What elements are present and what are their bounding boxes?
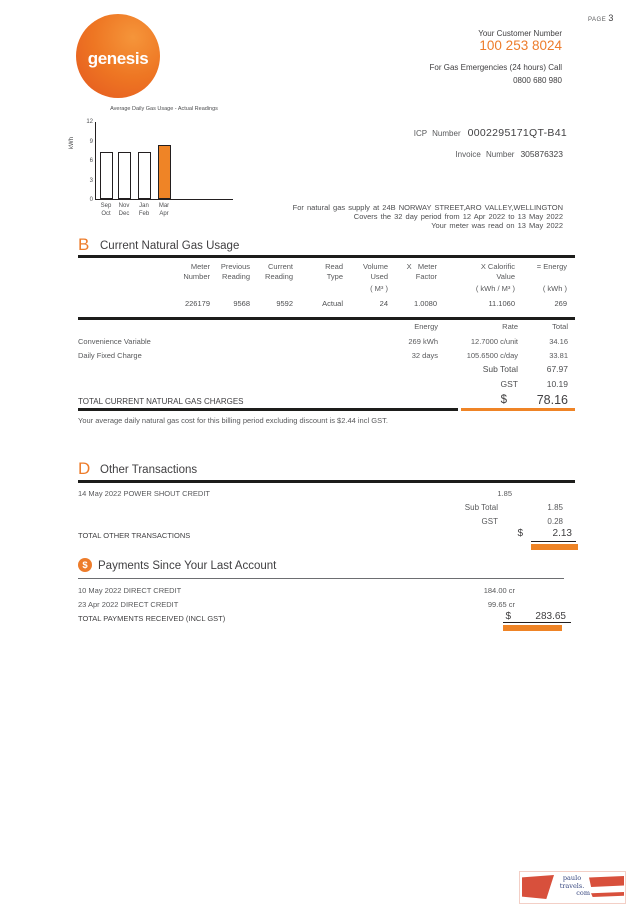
watermark-line-2: travels. [559, 881, 585, 890]
other-total-label: TOTAL OTHER TRANSACTIONS [78, 531, 191, 540]
invoice-value: 305876323 [520, 149, 563, 159]
watermark-red-bar-icon [589, 876, 624, 887]
meter-col-value: 24 [379, 299, 388, 308]
gas-charges-total-row [78, 393, 575, 409]
chart-bar [100, 152, 113, 199]
other-total-orange-bar [531, 544, 578, 550]
genesis-logo [76, 14, 160, 98]
gas-charges-total-value: 78.16 [536, 393, 568, 407]
payments-total-label: TOTAL PAYMENTS RECEIVED (INCL GST) [78, 614, 226, 623]
average-cost-note: Your average daily natural gas cost for this billing period excluding discount is $2.44 incl GST. [78, 416, 388, 425]
y-tick-label: 9 [89, 138, 93, 145]
meter-col-header: X Meter Factor [406, 262, 437, 281]
chart-title: Average Daily Gas Usage - Actual Readings [110, 106, 218, 112]
gas-emergency-phone: 0800 680 980 [513, 76, 562, 85]
meter-col-value: 226179 [184, 299, 210, 308]
invoice-label: Invoice Number [455, 150, 515, 159]
meter-table-rule [78, 317, 575, 320]
other-subtotal-row [78, 503, 575, 513]
charges-header-row [78, 322, 575, 332]
transaction-label: 14 May 2022 POWER SHOUT CREDIT [78, 489, 210, 498]
other-gst-row [78, 517, 575, 527]
chart-plot [86, 119, 233, 217]
supply-line-2: Covers the 32 day period from 12 Apr 2022 to 13 May 2022 [353, 212, 563, 221]
payments-total-underline [503, 622, 571, 623]
other-total-row [78, 528, 575, 542]
section-d-title: Other Transactions [100, 464, 198, 476]
subtotal-value: 1.85 [547, 503, 563, 512]
col-rate: Rate [502, 322, 518, 331]
x-tick-label: Mar Apr [158, 203, 170, 217]
page-number [588, 13, 613, 23]
watermark-line-1: paulo [562, 874, 582, 882]
currency-symbol: $ [500, 394, 507, 406]
meter-col-value: 9592 [276, 299, 293, 308]
watermark-text [550, 875, 594, 898]
payment-row [78, 586, 575, 596]
customer-number-value: 100 253 8024 [479, 38, 562, 53]
total-rule-black [78, 408, 458, 411]
meter-table [78, 262, 575, 316]
charge-energy: 32 days [411, 351, 438, 360]
x-tick-label: Jan Feb [138, 203, 150, 217]
meter-col-header: Current Reading [265, 262, 293, 281]
logo-text: genesis [87, 49, 149, 68]
subtotal-label: Sub Total [482, 364, 518, 374]
other-transaction-row [78, 489, 575, 499]
gst-row [78, 379, 575, 389]
meter-col-header: Previous Reading [220, 262, 250, 281]
meter-col-header: Volume Used ( M³ ) [362, 262, 388, 293]
col-energy: Energy [414, 322, 438, 331]
meter-col-value: 11.1060 [488, 299, 515, 308]
gas-charges-total-label: TOTAL CURRENT NATURAL GAS CHARGES [78, 397, 244, 406]
other-total-underline [531, 541, 576, 542]
chart-bar [158, 145, 171, 199]
y-tick-label: 6 [89, 158, 93, 164]
subtotal-row [78, 364, 575, 374]
payments-rule [78, 578, 564, 579]
charge-row [78, 351, 575, 361]
payment-row [78, 600, 575, 610]
invoice-number-row [455, 149, 563, 159]
gas-emergency-label: For Gas Emergencies (24 hours) Call [429, 63, 562, 72]
payments-total-value: 283.65 [535, 611, 566, 622]
currency-symbol: $ [505, 611, 511, 622]
col-total: Total [552, 322, 568, 331]
charge-rate: 105.6500 c/day [466, 351, 518, 360]
page-number-value: 3 [608, 13, 614, 23]
page-label: PAGE [588, 17, 607, 23]
payments-total-orange-bar [503, 625, 562, 631]
payment-amount: 99.65 cr [487, 600, 515, 609]
meter-col-header: Meter Number [183, 262, 210, 281]
section-b-title: Current Natural Gas Usage [100, 240, 240, 252]
meter-col-value: Actual [322, 299, 343, 308]
charge-label: Daily Fixed Charge [78, 351, 142, 360]
y-tick-label: 3 [89, 177, 93, 184]
charge-total: 33.81 [549, 351, 568, 360]
payments-title: Payments Since Your Last Account [98, 560, 277, 572]
meter-col-value: 269 [554, 299, 567, 308]
supply-address-block [293, 203, 563, 230]
customer-number-label: Your Customer Number [478, 29, 562, 38]
x-tick-label: Sep Oct [100, 203, 112, 217]
chart-y-axis-label: kWh [69, 137, 75, 149]
x-tick-label: Nov Dec [118, 203, 130, 217]
meter-col-header: = Energy ( kWh ) [536, 262, 567, 293]
y-tick-label: 0 [89, 197, 93, 203]
chart-bar [138, 152, 151, 199]
usage-chart [69, 104, 245, 226]
payment-label: 23 Apr 2022 DIRECT CREDIT [78, 600, 179, 609]
charge-rate: 12.7000 c/unit [470, 337, 518, 346]
charge-energy: 269 kWh [408, 337, 438, 346]
meter-col-value: 9568 [233, 299, 250, 308]
meter-col-value: 1.0080 [414, 299, 437, 308]
icp-label: ICP Number [413, 129, 461, 138]
watermark-stamp [519, 871, 626, 904]
icp-value: 0002295171QT-B41 [467, 127, 567, 139]
payment-label: 10 May 2022 DIRECT CREDIT [78, 586, 182, 595]
total-rule-orange [461, 408, 575, 411]
currency-symbol: $ [517, 528, 523, 539]
charge-total: 34.16 [549, 337, 568, 346]
payments-total-row [78, 611, 575, 625]
dollar-icon [78, 558, 92, 572]
gst-value: 0.28 [547, 517, 563, 526]
supply-line-3: Your meter was read on 13 May 2022 [431, 221, 563, 230]
watermark-red-bar-icon [591, 892, 624, 897]
meter-col-header: Read Type [325, 262, 343, 281]
section-b-letter: B [78, 235, 90, 254]
gst-label: GST [481, 517, 498, 526]
watermark-line-3: com [576, 889, 590, 897]
section-d-rule [78, 480, 575, 483]
charge-row [78, 337, 575, 347]
y-tick-label: 12 [86, 119, 93, 125]
meter-col-header: X Calorific Value ( kWh / M³ ) [475, 262, 515, 293]
subtotal-label: Sub Total [464, 503, 498, 512]
charges-table [78, 322, 575, 390]
other-total-value: 2.13 [552, 528, 572, 539]
section-d-letter: D [78, 459, 91, 478]
transaction-amount: 1.85 [497, 489, 512, 498]
supply-line-1: For natural gas supply at 24B NORWAY STREET,ARO VALLEY,WELLINGTON [292, 203, 563, 212]
icp-number-row [414, 127, 567, 139]
payment-amount: 184.00 cr [483, 586, 515, 595]
subtotal-value: 67.97 [546, 364, 568, 374]
gst-value: 10.19 [546, 379, 568, 389]
gst-label: GST [500, 379, 518, 389]
section-b-rule [78, 255, 575, 258]
charge-label: Convenience Variable [78, 337, 151, 346]
chart-bar [118, 152, 131, 199]
dollar-symbol: $ [82, 559, 88, 571]
